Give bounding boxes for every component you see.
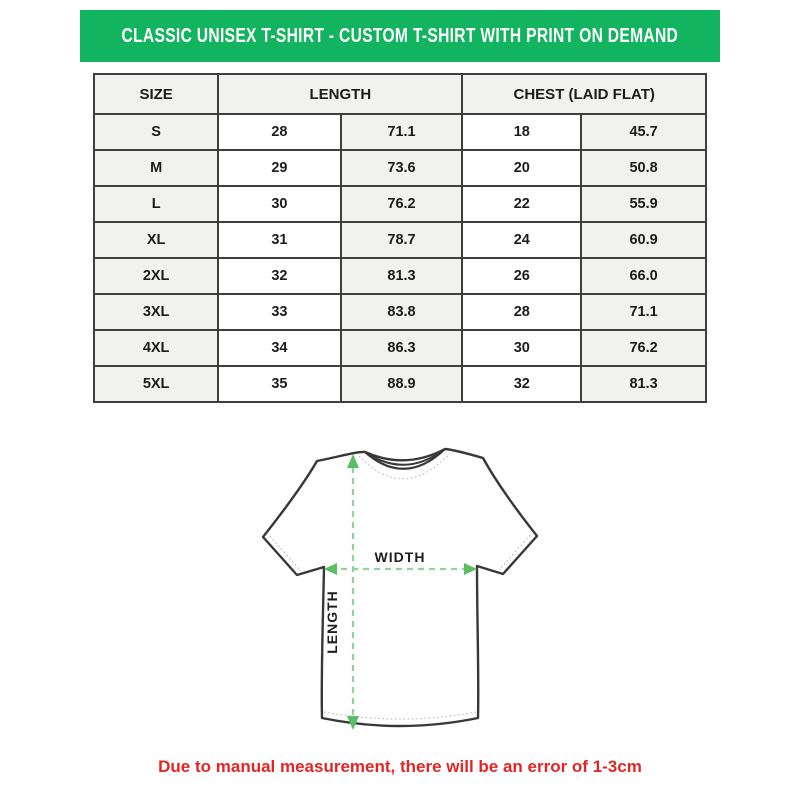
chest-cm-cell: 50.8 [581,150,706,186]
chest-cm-cell: 60.9 [581,222,706,258]
table-row [94,186,706,222]
table-row [94,366,706,402]
header-length: LENGTH [218,74,462,114]
chest-cm-cell: 66.0 [581,258,706,294]
tshirt-diagram-svg [240,425,560,755]
header-chest: CHEST (LAID FLAT) [462,74,706,114]
size-cell: M [94,150,218,186]
chest-cm-cell: 76.2 [581,330,706,366]
header-size: SIZE [94,74,218,114]
title-banner [80,10,720,62]
table-row [94,258,706,294]
width-label: WIDTH [374,549,426,565]
length-cm-cell: 88.9 [341,366,463,402]
chest-in-cell: 18 [462,114,581,150]
chest-cm-cell: 45.7 [581,114,706,150]
length-cm-cell: 78.7 [341,222,463,258]
chest-cm-cell: 81.3 [581,366,706,402]
size-cell: 5XL [94,366,218,402]
length-cm-cell: 71.1 [341,114,463,150]
table-row [94,330,706,366]
length-in-cell: 28 [218,114,340,150]
length-in-cell: 35 [218,366,340,402]
length-in-cell: 32 [218,258,340,294]
chest-in-cell: 32 [462,366,581,402]
length-in-cell: 34 [218,330,340,366]
length-cm-cell: 73.6 [341,150,463,186]
chest-in-cell: 28 [462,294,581,330]
measurement-disclaimer: Due to manual measurement, there will be an error of 1-3cm [158,757,642,776]
table-row [94,150,706,186]
table-row [94,114,706,150]
table-row [94,294,706,330]
length-cm-cell: 76.2 [341,186,463,222]
page-title: CLASSIC UNISEX T-SHIRT - CUSTOM T-SHIRT WITH PRINT ON DEMAND [121,24,679,47]
size-cell: XL [94,222,218,258]
length-in-cell: 30 [218,186,340,222]
chest-in-cell: 24 [462,222,581,258]
length-in-cell: 33 [218,294,340,330]
length-cm-cell: 86.3 [341,330,463,366]
size-chart-table [93,73,707,403]
chest-cm-cell: 55.9 [581,186,706,222]
size-cell: 4XL [94,330,218,366]
chest-cm-cell: 71.1 [581,294,706,330]
length-cm-cell: 83.8 [341,294,463,330]
size-cell: S [94,114,218,150]
chest-in-cell: 26 [462,258,581,294]
table-row [94,222,706,258]
table-header-row [94,74,706,114]
length-in-cell: 29 [218,150,340,186]
length-in-cell: 31 [218,222,340,258]
chest-in-cell: 22 [462,186,581,222]
size-cell: L [94,186,218,222]
length-label: LENGTH [324,590,340,654]
length-cm-cell: 81.3 [341,258,463,294]
size-cell: 2XL [94,258,218,294]
size-cell: 3XL [94,294,218,330]
tshirt-outline [263,449,537,726]
tshirt-measurement-diagram [240,425,560,755]
chest-in-cell: 20 [462,150,581,186]
chest-in-cell: 30 [462,330,581,366]
